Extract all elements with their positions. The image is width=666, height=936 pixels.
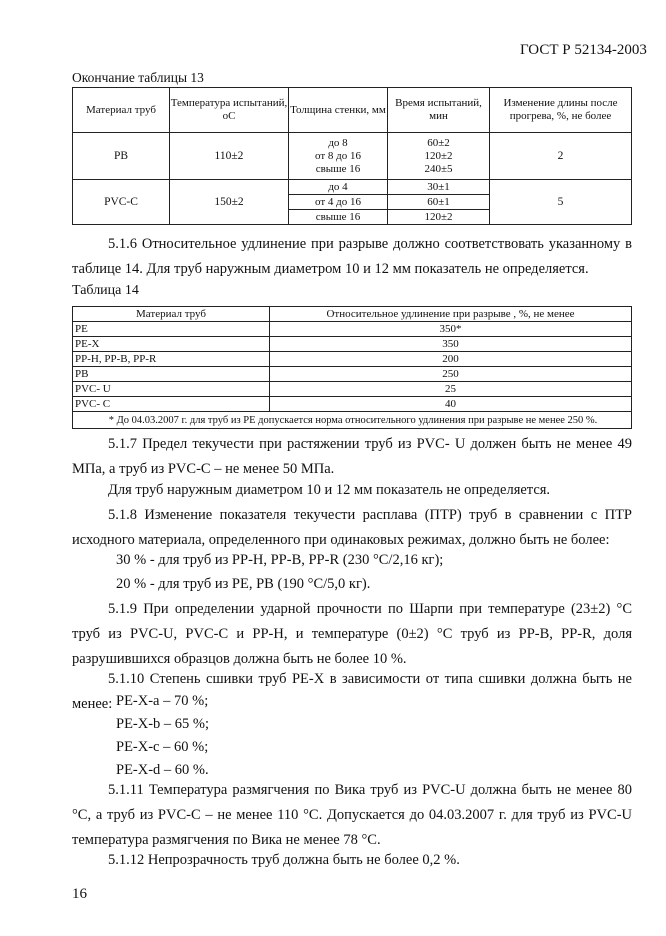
table-13 — [72, 87, 632, 225]
crosslink-item: PE-X-d – 60 %. — [116, 762, 209, 778]
crosslink-item: PE-X-c – 60 %; — [116, 739, 209, 755]
crosslink-item: PE-X-b – 65 %; — [116, 716, 210, 732]
cell-material: PB — [73, 133, 170, 180]
table-row — [73, 367, 632, 382]
cell-thickness: свыше 16 — [289, 210, 388, 225]
cell-material: PVC- C — [73, 397, 270, 412]
header-material: Материал труб — [73, 88, 170, 133]
ptr-item: 30 % - для труб из PP-H, PP-B, PP-R (230 °С/2,16 кг); — [116, 552, 444, 568]
cell-material: PVC- U — [73, 382, 270, 397]
header-elongation: Относительное удлинение при разрыве , %, не менее — [270, 307, 632, 322]
cell-elongation: 250 — [270, 367, 632, 382]
table-header-row — [73, 307, 632, 322]
table-row — [73, 352, 632, 367]
table-footnote: * До 04.03.2007 г. для труб из PE допускается норма относительного удлинения при разрыве не менее 250 %. — [73, 412, 632, 429]
table-row — [73, 133, 632, 180]
header-material: Материал труб — [73, 307, 270, 322]
cell-material: PB — [73, 367, 270, 382]
paragraph-5-1-7: 5.1.7 Предел текучести при растяжении труб из PVC- U должен быть не менее 49 МПа, а труб из PVC-C – не менее 50 МПа. — [72, 436, 632, 477]
paragraph-5-1-10: 5.1.10 Степень сшивки труб PE-X в зависимости от типа сшивки должна быть не менее: — [72, 671, 632, 712]
paragraph-5-1-6: 5.1.6 Относительное удлинение при разрыве должно соответствовать указанному в таблице 14. Для труб наружным диаметром 10 и 12 мм показатель не определяется. — [72, 236, 632, 277]
cell-temperature: 110±2 — [170, 133, 289, 180]
cell-elongation: 40 — [270, 397, 632, 412]
paragraph-5-1-7-note: Для труб наружным диаметром 10 и 12 мм показатель не определяется. — [108, 482, 551, 498]
table-row — [73, 337, 632, 352]
cell-time: 30±1 — [388, 180, 490, 195]
table-14 — [72, 306, 632, 429]
cell-elongation: 200 — [270, 352, 632, 367]
paragraph-5-1-8: 5.1.8 Изменение показателя текучести расплава (ПТР) труб в сравнении с ПТР исходного материала, определенного при одинаковых режимах, должно быть не более: — [72, 507, 632, 548]
header-time: Время испытаний, мин — [388, 88, 490, 133]
cell-material: PP-H, PP-B, PP-R — [73, 352, 270, 367]
cell-elongation: 350 — [270, 337, 632, 352]
table-row — [73, 180, 632, 195]
standard-number: ГОСТ Р 52134-2003 — [520, 42, 647, 58]
paragraph-5-1-9: 5.1.9 При определении ударной прочности по Шарпи при температуре (23±2) °С труб из PVC-U, PVC-C и PP-H, и температуре (0±2) °С труб из PP-B, PP-R, доля разрушившихся образцов должна быть не более 10 %. — [72, 601, 632, 667]
crosslink-item: PE-X-a – 70 %; — [116, 693, 209, 709]
header-length-change: Изменение длины после прогрева, %, не более — [490, 88, 632, 133]
cell-material: PVC-C — [73, 180, 170, 225]
cell-elongation: 25 — [270, 382, 632, 397]
cell-elongation: 350* — [270, 322, 632, 337]
table-row — [73, 397, 632, 412]
time-item: 60±2 — [427, 136, 450, 149]
cell-time — [388, 133, 490, 180]
time-item: 240±5 — [424, 162, 453, 175]
cell-temperature: 150±2 — [170, 180, 289, 225]
cell-material: PE — [73, 322, 270, 337]
ptr-item: 20 % - для труб из PE, PB (190 °С/5,0 кг). — [116, 576, 371, 592]
table-row — [73, 322, 632, 337]
cell-thickness — [289, 133, 388, 180]
page-number: 16 — [72, 886, 87, 902]
table-note-row — [73, 412, 632, 429]
thickness-item: от 8 до 16 — [314, 149, 361, 162]
cell-length-change: 2 — [490, 133, 632, 180]
table14-caption: Таблица 14 — [72, 283, 139, 298]
cell-material: PE-X — [73, 337, 270, 352]
paragraph-5-1-12: 5.1.12 Непрозрачность труб должна быть не более 0,2 %. — [108, 852, 460, 868]
cell-thickness: до 4 — [289, 180, 388, 195]
table-row — [73, 382, 632, 397]
cell-time: 120±2 — [388, 210, 490, 225]
cell-length-change: 5 — [490, 180, 632, 225]
header-temperature: Температура испытаний, оС — [170, 88, 289, 133]
cell-thickness: от 4 до 16 — [289, 195, 388, 210]
table-header-row — [73, 88, 632, 133]
thickness-item: свыше 16 — [315, 162, 361, 175]
table13-caption: Окончание таблицы 13 — [72, 70, 204, 85]
header-thickness: Толщина стенки, мм — [289, 88, 388, 133]
time-item: 120±2 — [424, 149, 453, 162]
cell-time: 60±1 — [388, 195, 490, 210]
thickness-item: до 8 — [328, 136, 348, 149]
paragraph-5-1-11: 5.1.11 Температура размягчения по Вика труб из PVC-U должна быть не менее 80 °С, а труб из PVC-C – не менее 110 °С. Допускается до 04.03.2007 г. для труб из PVC-U температура размягчения по Вика не менее 78 °С. — [72, 782, 632, 848]
